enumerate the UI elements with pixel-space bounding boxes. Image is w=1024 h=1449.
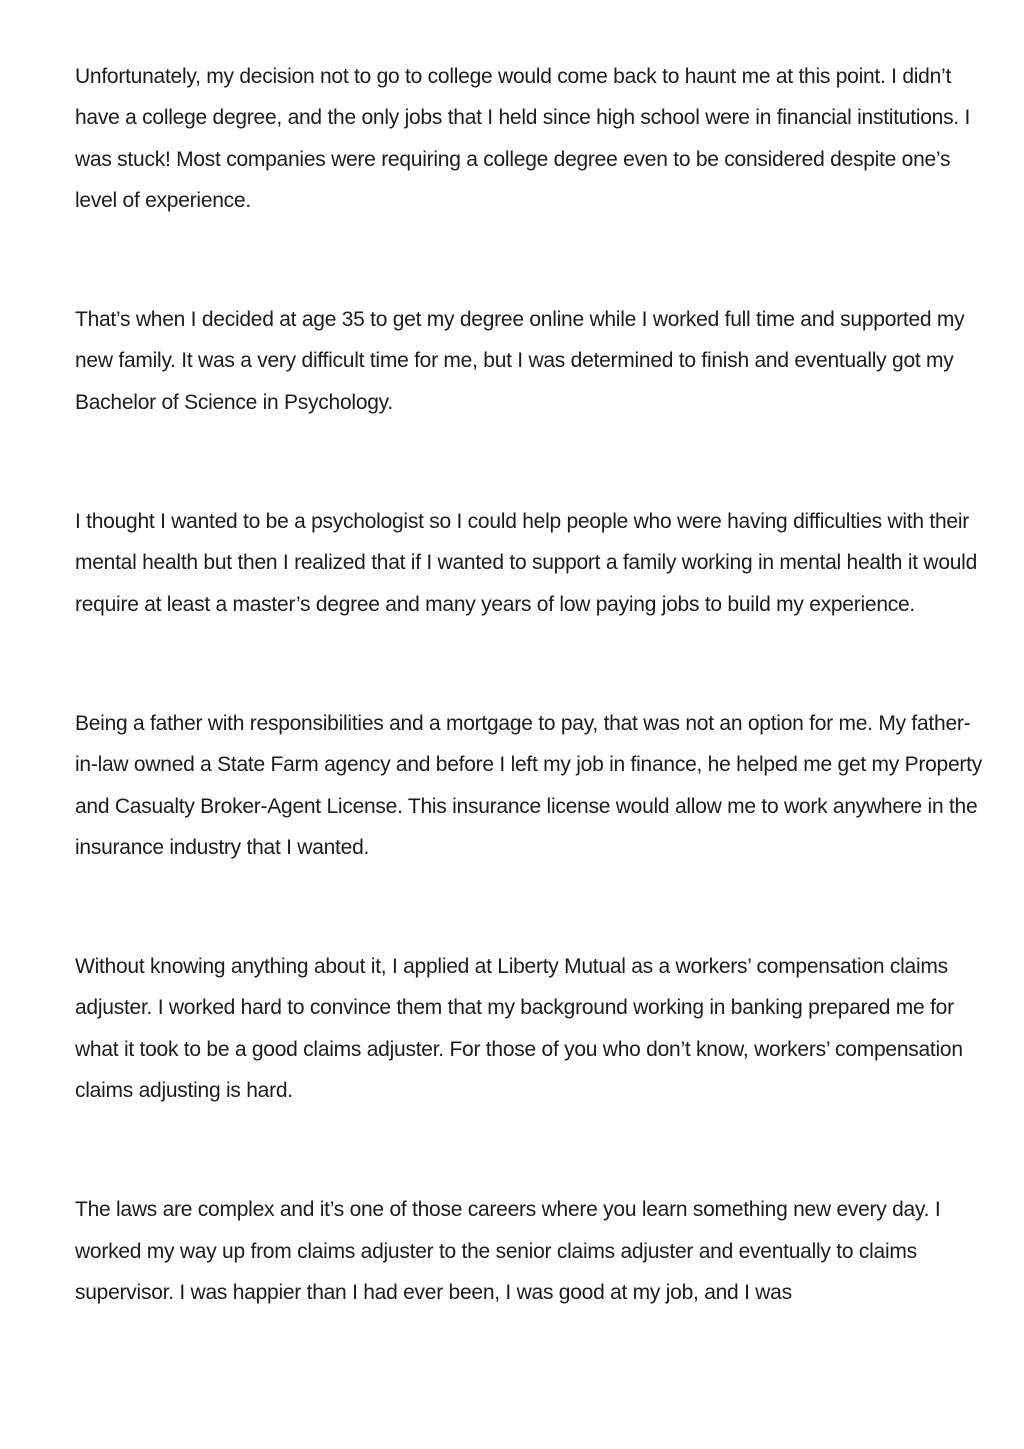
paragraph-2: That’s when I decided at age 35 to get my degree online while I worked full time and supported my new family. It was a very difficult time for me, but I was determined to finish and eventually got my Bachelor of Science in Psychology. xyxy=(75,308,965,414)
paragraph-4: Being a father with responsibilities and a mortgage to pay, that was not an option for me. My father-in-law owned a State Farm agency and before I left my job in finance, he helped me get my Property and Casualty Broker-Agent License. This insurance license would allow me to work anywhere in the insurance industry that I wanted. xyxy=(75,711,982,859)
paragraph-1: Unfortunately, my decision not to go to college would come back to haunt me at this point. I didn’t have a college degree, and the only jobs that I held since high school were in financial institutions. I was stuck! Most companies were requiring a college degree even to be considered despite one’s level of experience. xyxy=(75,65,971,212)
document-body xyxy=(75,56,985,1313)
paragraph-5: Without knowing anything about it, I applied at Liberty Mutual as a workers’ compensation claims adjuster. I worked hard to convince them that my background working in banking prepared me for what it took to be a good claims adjuster. For those of you who don’t know, workers’ compensation claims adjusting is hard. xyxy=(75,955,963,1103)
paragraph-3: I thought I wanted to be a psychologist so I could help people who were having difficulties with their mental health but then I realized that if I wanted to support a family working in mental health it would require at least a master’s degree and many years of low paying jobs to build my experience. xyxy=(75,510,978,616)
paragraph-6: The laws are complex and it’s one of those careers where you learn something new every day. I worked my way up from claims adjuster to the senior claims adjuster and eventually to claims supervisor. I was happier than I had ever been, I was good at my job, and I was xyxy=(75,1198,941,1304)
